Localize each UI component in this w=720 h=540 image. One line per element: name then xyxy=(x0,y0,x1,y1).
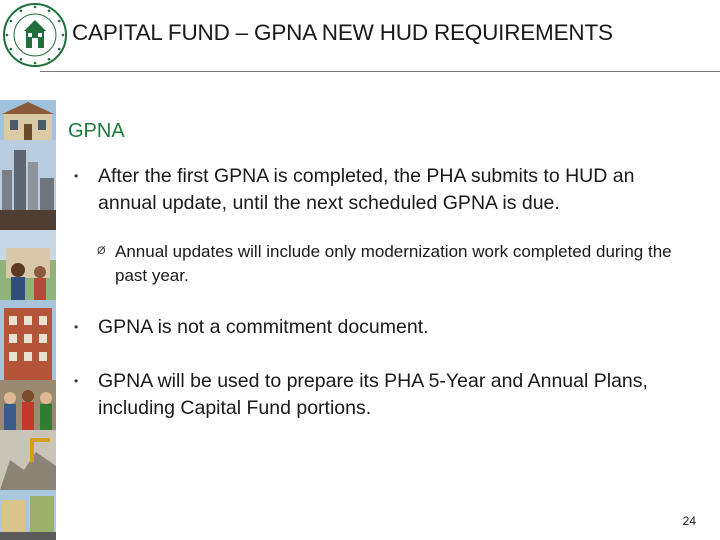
page-number: 24 xyxy=(682,514,696,528)
title-divider xyxy=(40,71,720,72)
bullet-item xyxy=(74,368,684,422)
bullet-text: GPNA will be used to prepare its PHA 5-Year and Annual Plans, including Capital Fund portions. xyxy=(98,370,648,419)
bullet-text: GPNA is not a commitment document. xyxy=(98,316,429,338)
photo-street xyxy=(0,490,56,540)
sub-bullet-marker: Ø xyxy=(97,245,106,257)
sub-bullet-text: Annual updates will include only modernization work completed during the past year. xyxy=(115,242,672,285)
bullet-item xyxy=(74,314,684,341)
bullet-marker: • xyxy=(74,320,79,334)
section-heading: GPNA xyxy=(68,120,125,142)
photo-apartment-building xyxy=(0,300,56,380)
bullet-item xyxy=(74,163,684,217)
sub-bullet-item xyxy=(97,240,697,288)
bullet-text: After the first GPNA is completed, the PHA submits to HUD an annual update, until the next scheduled GPNA is due. xyxy=(98,165,635,214)
bullet-marker: • xyxy=(74,169,79,183)
photo-city-skyline xyxy=(0,140,56,230)
photo-demolition xyxy=(0,430,56,490)
photo-strip xyxy=(0,100,56,540)
photo-house xyxy=(0,100,56,140)
bullet-marker: • xyxy=(74,374,79,388)
photo-residents xyxy=(0,230,56,300)
slide-title: CAPITAL FUND – GPNA NEW HUD REQUIREMENTS xyxy=(72,20,613,45)
photo-group xyxy=(0,380,56,430)
hud-seal-icon xyxy=(2,2,68,68)
